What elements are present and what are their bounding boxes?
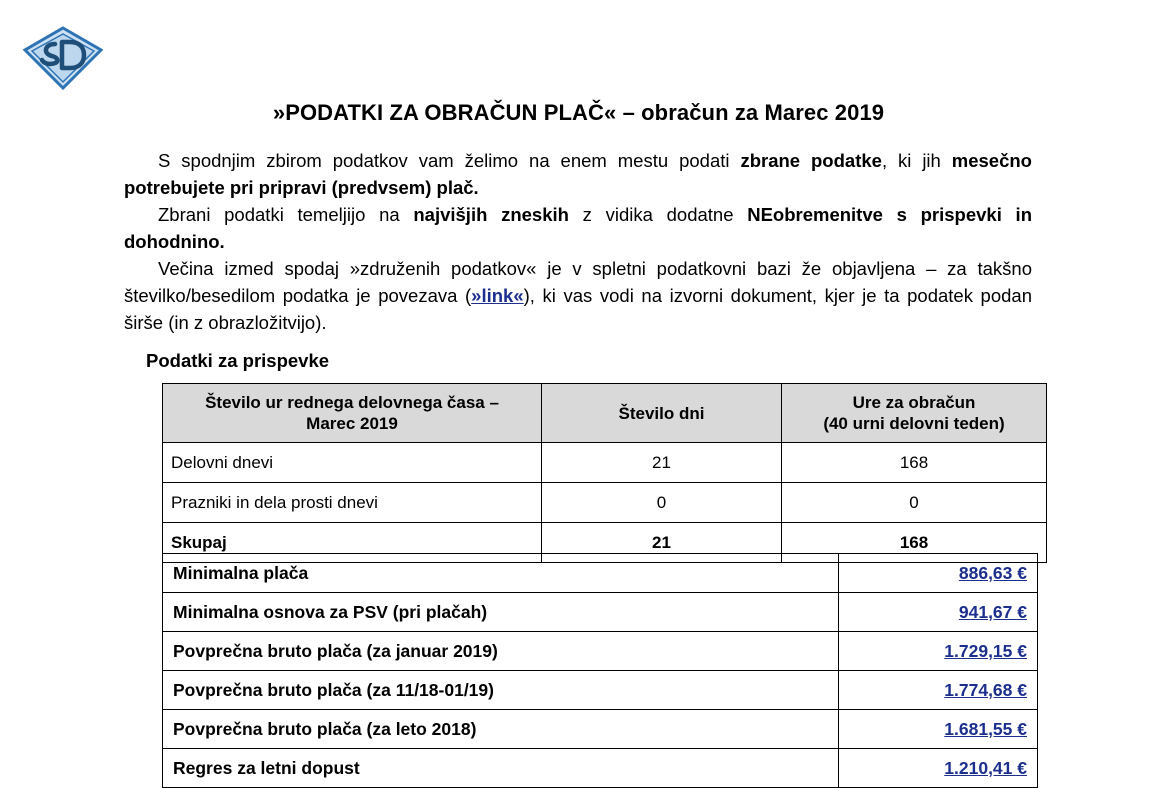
amount-value-link[interactable]: 1.210,41 € xyxy=(944,757,1027,778)
amount-label: Povprečna bruto plača (za 11/18-01/19) xyxy=(163,671,839,710)
intro-paragraph-3 xyxy=(124,255,1032,336)
table-header-row xyxy=(163,384,1047,443)
row-hours: 0 xyxy=(782,483,1047,523)
company-logo xyxy=(22,26,104,90)
table-row xyxy=(163,443,1047,483)
amount-label: Minimalna osnova za PSV (pri plačah) xyxy=(163,593,839,632)
intro-p2-part-a: Zbrani podatki temeljijo na xyxy=(158,204,414,225)
intro-p1-part-c: , ki jih xyxy=(881,150,952,171)
row-label: Skupaj xyxy=(163,523,542,563)
intro-paragraph-2 xyxy=(124,201,1032,255)
header-working-hours-line1: Število ur rednega delovnega časa – xyxy=(205,393,499,412)
row-hours: 168 xyxy=(782,443,1047,483)
table-row xyxy=(163,593,1038,632)
amount-value-link[interactable]: 941,67 € xyxy=(958,601,1027,622)
intro-p1-part-a: S spodnjim zbirom podatkov vam želimo na enem mestu podati xyxy=(158,150,741,171)
sd-diamond-icon xyxy=(22,26,104,90)
amount-label: Povprečna bruto plača (za leto 2018) xyxy=(163,710,839,749)
row-days: 21 xyxy=(542,523,782,563)
amount-value-link[interactable]: 1.729,15 € xyxy=(944,640,1027,661)
intro-p2-part-c: z vidika dodatne xyxy=(568,204,748,225)
amount-value-link[interactable]: 1.774,68 € xyxy=(944,679,1027,700)
intro-p2-bold-1: najvišjih zneskih xyxy=(413,204,569,225)
amount-label: Povprečna bruto plača (za januar 2019) xyxy=(163,632,839,671)
table-row xyxy=(163,483,1047,523)
intro-p3-part-b: ), ki vas vodi na izvorni dokument, kjer je ta podatek podan širše (in z obrazložitvijo). xyxy=(124,285,1032,333)
amount-value xyxy=(839,749,1038,788)
amount-value xyxy=(839,671,1038,710)
amount-value xyxy=(839,593,1038,632)
header-hours-line1: Ure za obračun xyxy=(852,393,976,412)
row-hours: 168 xyxy=(782,523,1047,563)
row-label: Delovni dnevi xyxy=(163,443,542,483)
header-working-hours xyxy=(163,384,542,443)
header-hours-line2: (40 urni delovni teden) xyxy=(823,414,1005,433)
working-hours-table xyxy=(162,383,1047,563)
page-title: »PODATKI ZA OBRAČUN PLAČ« – obračun za Marec 2019 xyxy=(272,100,885,125)
table-row xyxy=(163,671,1038,710)
link-reference[interactable]: »link« xyxy=(471,285,524,306)
table-row xyxy=(163,632,1038,671)
intro-p2-bold-2: NEobremenitve s prispevki in dohodnino. xyxy=(124,204,1032,252)
intro-text xyxy=(124,147,1032,336)
amount-value xyxy=(839,554,1038,593)
amount-value-link[interactable]: 886,63 € xyxy=(958,562,1027,583)
amount-label: Minimalna plača xyxy=(163,554,839,593)
table-row xyxy=(163,554,1038,593)
amount-label: Regres za letni dopust xyxy=(163,749,839,788)
header-number-of-days: Število dni xyxy=(542,384,782,443)
section-heading-contributions: Podatki za prispevke xyxy=(146,350,330,371)
header-hours-for-calculation xyxy=(782,384,1047,443)
row-label: Prazniki in dela prosti dnevi xyxy=(163,483,542,523)
header-working-hours-line2: Marec 2019 xyxy=(306,414,398,433)
intro-p1-bold-1: zbrane podatke xyxy=(740,150,882,171)
amount-value xyxy=(839,632,1038,671)
amount-value-link[interactable]: 1.681,55 € xyxy=(944,718,1027,739)
row-days: 0 xyxy=(542,483,782,523)
amounts-table xyxy=(162,553,1038,788)
intro-paragraph-1 xyxy=(124,147,1032,201)
row-days: 21 xyxy=(542,443,782,483)
intro-p1-bold-2: mesečno potrebujete pri pripravi (predvsem) plač. xyxy=(124,150,1032,198)
table-row xyxy=(163,749,1038,788)
intro-p3-part-a: Večina izmed spodaj »združenih podatkov« je v spletni podatkovni bazi že objavljena – za takšno številko/besedilom podatka je povezava ( xyxy=(124,258,1032,306)
